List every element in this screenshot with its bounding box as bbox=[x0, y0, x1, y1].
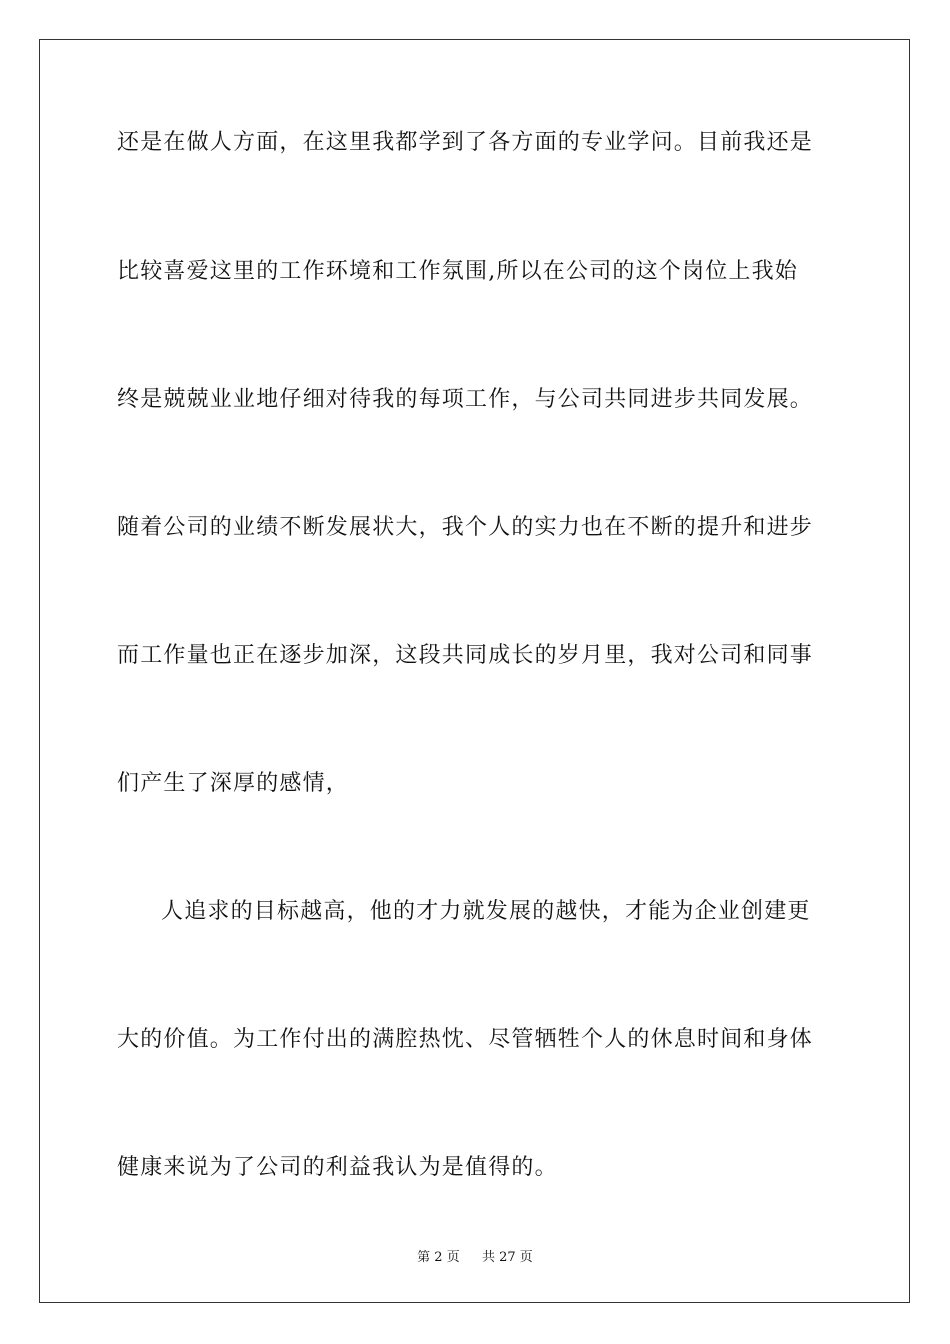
text-line: 大的价值。为工作付出的满腔热忱、尽管牺牲个人的休息时间和身体 bbox=[117, 1027, 814, 1052]
text-line: 健康来说为了公司的利益我认为是值得的。 bbox=[117, 1155, 558, 1180]
total-pages: 共 27 页 bbox=[482, 1250, 533, 1265]
text-line: 终是兢兢业业地仔细对待我的每项工作，与公司共同进步共同发展。 bbox=[117, 387, 814, 412]
text-line: 还是在做人方面，在这里我都学到了各方面的专业学问。目前我还是 bbox=[117, 130, 814, 155]
text-line: 们产生了深厚的感情， bbox=[117, 771, 350, 796]
text-line: 人追求的目标越高，他的才力就发展的越快，才能为企业创建更 bbox=[161, 899, 811, 924]
text-line: 而工作量也正在逐步加深，这段共同成长的岁月里，我对公司和同事 bbox=[117, 643, 814, 668]
page-footer bbox=[0, 1249, 950, 1267]
text-line: 比较喜爱这里的工作环境和工作氛围,所以在公司的这个岗位上我始 bbox=[117, 259, 798, 284]
page-border bbox=[39, 39, 910, 1303]
text-line: 随着公司的业绩不断发展状大，我个人的实力也在不断的提升和进步 bbox=[117, 515, 814, 540]
page-number: 第 2 页 bbox=[417, 1250, 460, 1265]
